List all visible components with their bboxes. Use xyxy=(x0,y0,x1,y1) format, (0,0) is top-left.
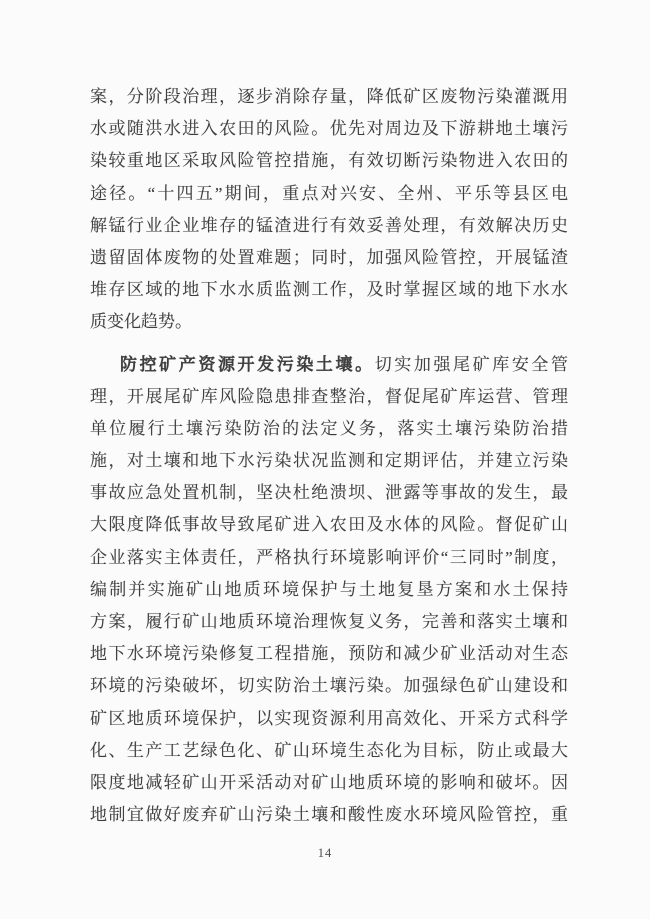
text-line: 限度地减轻矿山开采活动对矿山地质环境的影响和破坏。因 xyxy=(90,772,568,792)
text-line: 化、生产工艺绿色化、矿山环境生态化为目标，防止或最大 xyxy=(90,740,568,760)
text-line: 案，分阶段治理，逐步消除存量，降低矿区废物污染灌溉用 xyxy=(90,87,568,106)
paragraph-mining-pollution-control xyxy=(90,349,568,832)
text-line: 方案，履行矿山地质环境治理恢复义务，完善和落实土壤和 xyxy=(90,612,568,631)
text-line: 地制宜做好废弃矿山污染土壤和酸性废水环境风险管控，重 xyxy=(90,805,568,825)
page-footer xyxy=(0,844,650,862)
text-line: 解锰行业企业堆存的锰渣进行有效妥善处理，有效解决历史 xyxy=(90,215,568,235)
page-number: 14 xyxy=(317,846,333,860)
text-line: 堆存区域的地下水水质监测工作，及时掌握区域的地下水水 xyxy=(90,280,568,300)
paragraph-lead-bold: 防控矿产资源开发污染土壤。 xyxy=(120,354,375,374)
text-line: 施，对土壤和地下水污染状况监测和定期评估，并建立污染 xyxy=(90,451,568,471)
paragraph-manganese-residue xyxy=(90,81,568,339)
text-line: 大限度降低事故导致尾矿进入农田及水体的风险。督促矿山 xyxy=(90,515,568,535)
text-line: 水或随洪水进入农田的风险。优先对周边及下游耕地土壤污 xyxy=(90,119,568,139)
text-line: 途径。“十四五”期间，重点对兴安、全州、平乐等县区电 xyxy=(90,183,568,203)
text-line: 企业落实主体责任，严格执行环境影响评价“三同时”制度， xyxy=(90,547,568,567)
text-line: 矿区地质环境保护，以实现资源利用高效化、开采方式科学 xyxy=(90,708,568,728)
text-line: 地下水环境污染修复工程措施，预防和减少矿业活动对生态 xyxy=(90,644,568,664)
text-line: 事故应急处置机制，坚决杜绝溃坝、泄露等事故的发生，最 xyxy=(90,483,568,503)
text-line: 染较重地区采取风险管控措施，有效切断污染物进入农田的 xyxy=(90,151,568,171)
text-line: 单位履行土壤污染防治的法定义务，落实土壤污染防治措 xyxy=(90,418,568,438)
text-line: 质变化趋势。 xyxy=(90,312,192,332)
text-line: 理，开展尾矿库风险隐患排查整治，督促尾矿库运营、管理 xyxy=(90,386,568,406)
text-block xyxy=(90,81,568,841)
text-line: 防控矿产资源开发污染土壤。切实加强尾矿库安全管 xyxy=(120,354,569,374)
text-line: 遗留固体废物的处置难题；同时，加强风险管控，开展锰渣 xyxy=(90,247,568,267)
text-line: 编制并实施矿山地质环境保护与土地复垦方案和水土保持 xyxy=(90,579,568,599)
text-line: 环境的污染破坏，切实防治土壤污染。加强绿色矿山建设和 xyxy=(90,676,568,696)
